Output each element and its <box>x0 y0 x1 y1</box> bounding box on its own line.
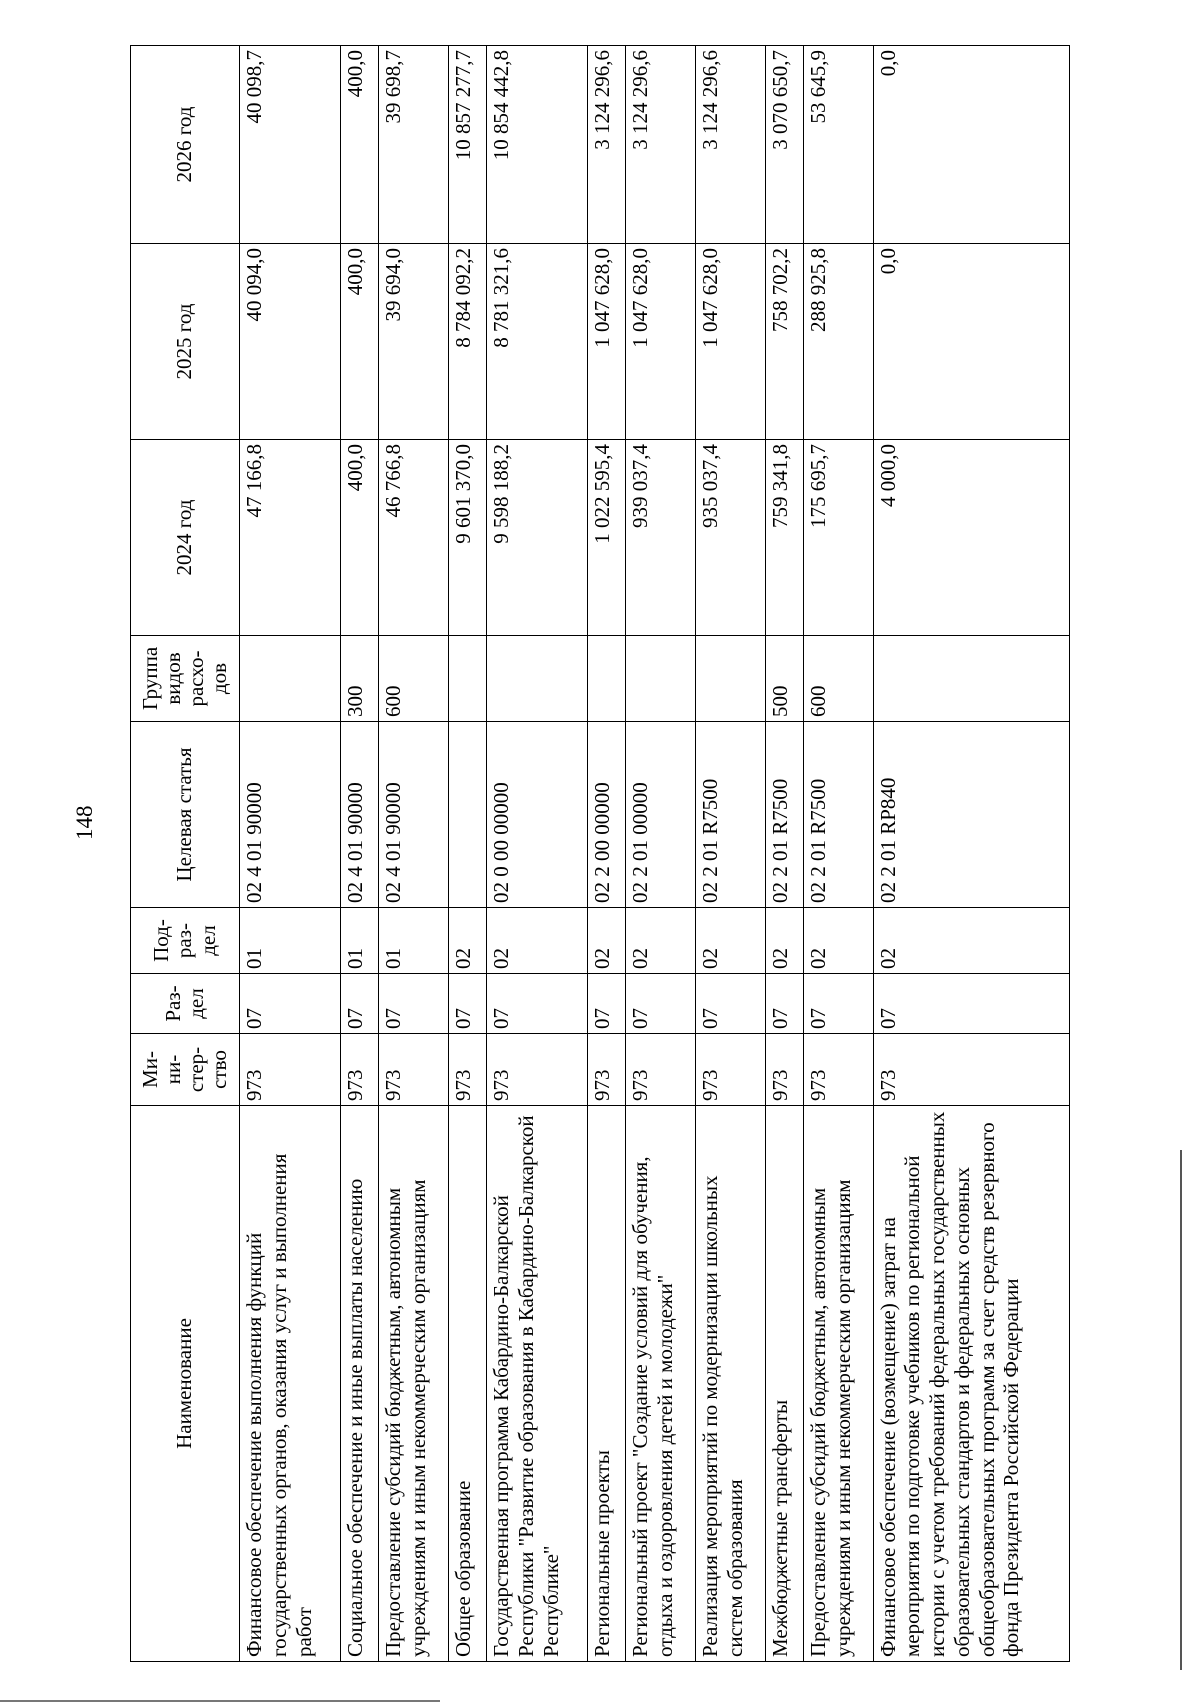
cell-name: Межбюджетные трансферты <box>765 1106 803 1662</box>
scan-artifact-line <box>1180 1150 1182 1670</box>
cell-target: 02 2 01 R7500 <box>803 722 873 908</box>
header-2025: 2025 год <box>131 244 240 440</box>
cell-2025: 400,0 <box>341 244 379 440</box>
header-expense-group-text: Группа видов расхо- дов <box>137 646 232 711</box>
cell-ministry: 973 <box>240 1034 341 1106</box>
cell-section: 07 <box>449 974 487 1034</box>
cell-target <box>449 722 487 908</box>
cell-name: Предоставление субсидий бюджетным, автономным учреждениям и иным некоммерческим организациям <box>379 1106 449 1662</box>
cell-expense-group <box>873 636 1069 722</box>
cell-target: 02 4 01 90000 <box>240 722 341 908</box>
cell-subsection: 02 <box>696 908 766 974</box>
cell-subsection: 02 <box>765 908 803 974</box>
rotated-page <box>130 46 1070 1662</box>
cell-subsection: 01 <box>341 908 379 974</box>
cell-2026: 53 645,9 <box>803 46 873 244</box>
table-row <box>341 46 379 1662</box>
cell-expense-group <box>240 636 341 722</box>
cell-2025: 8 784 092,2 <box>449 244 487 440</box>
cell-section: 07 <box>379 974 449 1034</box>
budget-table <box>130 45 1070 1662</box>
cell-2026: 3 124 296,6 <box>696 46 766 244</box>
cell-2025: 758 702,2 <box>765 244 803 440</box>
cell-2025: 39 694,0 <box>379 244 449 440</box>
cell-target: 02 2 01 00000 <box>626 722 696 908</box>
cell-2025: 0,0 <box>873 244 1069 440</box>
cell-2025: 1 047 628,0 <box>626 244 696 440</box>
cell-2025: 8 781 321,6 <box>487 244 588 440</box>
cell-2026: 40 098,7 <box>240 46 341 244</box>
cell-name: Финансовое обеспечение (возмещение) затрат на мероприятия по подготовке учебников по региональной истории с учетом требований федеральных государственных образовательных стандартов и федеральных основных общеобразовательных программ за счет средств резервного фонда Президента Российской Федерации <box>873 1106 1069 1662</box>
cell-subsection: 02 <box>626 908 696 974</box>
cell-2026: 3 124 296,6 <box>626 46 696 244</box>
cell-ministry: 973 <box>803 1034 873 1106</box>
table-row <box>873 46 1069 1662</box>
cell-section: 07 <box>626 974 696 1034</box>
cell-section: 07 <box>487 974 588 1034</box>
cell-2026: 10 854 442,8 <box>487 46 588 244</box>
cell-expense-group <box>449 636 487 722</box>
cell-section: 07 <box>588 974 626 1034</box>
cell-2026: 3 070 650,7 <box>765 46 803 244</box>
table-row <box>765 46 803 1662</box>
cell-name: Финансовое обеспечение выполнения функций государственных органов, оказания услуг и выполнения работ <box>240 1106 341 1662</box>
cell-ministry: 973 <box>379 1034 449 1106</box>
cell-2024: 9 601 370,0 <box>449 440 487 636</box>
cell-2024: 400,0 <box>341 440 379 636</box>
cell-target: 02 2 01 RP840 <box>873 722 1069 908</box>
table-row <box>449 46 487 1662</box>
cell-2024: 9 598 188,2 <box>487 440 588 636</box>
table-header-row <box>131 46 240 1662</box>
cell-2024: 4 000,0 <box>873 440 1069 636</box>
cell-target: 02 2 00 00000 <box>588 722 626 908</box>
header-section <box>131 974 240 1034</box>
header-ministry <box>131 1034 240 1106</box>
header-2026: 2026 год <box>131 46 240 244</box>
table-row <box>696 46 766 1662</box>
table-row <box>588 46 626 1662</box>
page-number: 148 <box>72 805 97 840</box>
cell-target: 02 4 01 90000 <box>341 722 379 908</box>
header-subsection-text: Под- раз- дел <box>149 919 220 962</box>
cell-2024: 47 166,8 <box>240 440 341 636</box>
cell-name: Общее образование <box>449 1106 487 1662</box>
table-row <box>379 46 449 1662</box>
cell-2024: 46 766,8 <box>379 440 449 636</box>
cell-subsection: 01 <box>240 908 341 974</box>
cell-ministry: 973 <box>873 1034 1069 1106</box>
cell-name: Реализация мероприятий по модернизации школьных систем образования <box>696 1106 766 1662</box>
cell-ministry: 973 <box>765 1034 803 1106</box>
cell-expense-group: 600 <box>379 636 449 722</box>
header-target: Целевая статья <box>131 722 240 908</box>
cell-expense-group <box>626 636 696 722</box>
cell-name: Государственная программа Кабардино-Балкарской Республики "Развитие образования в Кабардино-Балкарской Республике" <box>487 1106 588 1662</box>
cell-2025: 288 925,8 <box>803 244 873 440</box>
header-ministry-text: Ми- ни- стер- ство <box>137 1046 232 1093</box>
cell-expense-group: 600 <box>803 636 873 722</box>
cell-2025: 1 047 628,0 <box>696 244 766 440</box>
cell-subsection: 01 <box>379 908 449 974</box>
cell-target: 02 0 00 00000 <box>487 722 588 908</box>
cell-2025: 1 047 628,0 <box>588 244 626 440</box>
cell-2025: 40 094,0 <box>240 244 341 440</box>
cell-2026: 39 698,7 <box>379 46 449 244</box>
cell-target: 02 2 01 R7500 <box>765 722 803 908</box>
cell-2024: 1 022 595,4 <box>588 440 626 636</box>
cell-subsection: 02 <box>487 908 588 974</box>
cell-section: 07 <box>765 974 803 1034</box>
cell-2026: 3 124 296,6 <box>588 46 626 244</box>
cell-name: Предоставление субсидий бюджетным, автономным учреждениям и иным некоммерческим организациям <box>803 1106 873 1662</box>
cell-subsection: 02 <box>588 908 626 974</box>
header-section-text: Раз- дел <box>160 985 208 1022</box>
cell-name: Социальное обеспечение и иные выплаты населению <box>341 1106 379 1662</box>
header-subsection <box>131 908 240 974</box>
cell-subsection: 02 <box>873 908 1069 974</box>
table-row <box>240 46 341 1662</box>
table-row <box>626 46 696 1662</box>
cell-subsection: 02 <box>803 908 873 974</box>
cell-section: 07 <box>696 974 766 1034</box>
cell-expense-group: 500 <box>765 636 803 722</box>
cell-section: 07 <box>240 974 341 1034</box>
header-expense-group <box>131 636 240 722</box>
cell-expense-group <box>696 636 766 722</box>
cell-section: 07 <box>803 974 873 1034</box>
cell-name: Региональный проект "Создание условий для обучения, отдыха и оздоровления детей и молодежи" <box>626 1106 696 1662</box>
cell-ministry: 973 <box>341 1034 379 1106</box>
cell-ministry: 973 <box>696 1034 766 1106</box>
scan-artifact-edge <box>0 1700 440 1702</box>
cell-ministry: 973 <box>588 1034 626 1106</box>
cell-ministry: 973 <box>449 1034 487 1106</box>
cell-2024: 939 037,4 <box>626 440 696 636</box>
header-2024: 2024 год <box>131 440 240 636</box>
cell-2024: 175 695,7 <box>803 440 873 636</box>
table-row <box>487 46 588 1662</box>
cell-2026: 0,0 <box>873 46 1069 244</box>
cell-expense-group: 300 <box>341 636 379 722</box>
cell-target: 02 4 01 90000 <box>379 722 449 908</box>
cell-expense-group <box>487 636 588 722</box>
cell-section: 07 <box>341 974 379 1034</box>
cell-subsection: 02 <box>449 908 487 974</box>
cell-2026: 400,0 <box>341 46 379 244</box>
cell-2026: 10 857 277,7 <box>449 46 487 244</box>
cell-2024: 759 341,8 <box>765 440 803 636</box>
cell-section: 07 <box>873 974 1069 1034</box>
table-body <box>240 46 1070 1662</box>
cell-2024: 935 037,4 <box>696 440 766 636</box>
header-name: Наименование <box>131 1106 240 1662</box>
cell-expense-group <box>588 636 626 722</box>
cell-target: 02 2 01 R7500 <box>696 722 766 908</box>
cell-ministry: 973 <box>487 1034 588 1106</box>
cell-ministry: 973 <box>626 1034 696 1106</box>
cell-name: Региональные проекты <box>588 1106 626 1662</box>
table-row <box>803 46 873 1662</box>
